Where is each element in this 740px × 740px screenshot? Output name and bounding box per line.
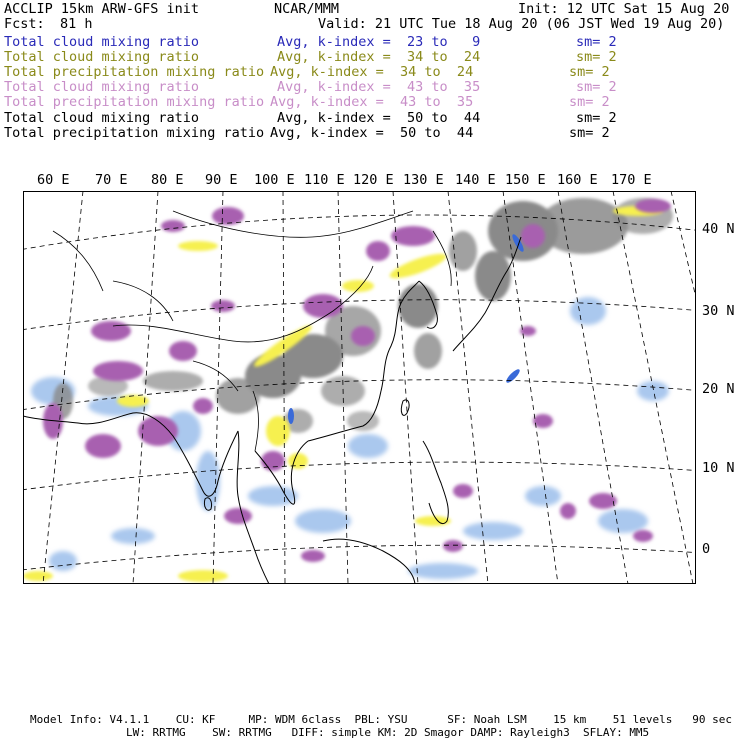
lat-label: 10 N <box>702 460 735 476</box>
map-panel <box>23 191 696 584</box>
lat-label: 30 N <box>702 303 735 319</box>
lon-label: 150 E <box>505 172 546 188</box>
fcst-label: Fcst: <box>4 16 45 32</box>
legend-stat: Avg, k-index = 50 to 44 <box>270 125 474 141</box>
legend-sm: sm= 2 <box>569 125 610 141</box>
lon-label: 130 E <box>403 172 444 188</box>
legend-field: Total precipitation mixing ratio <box>4 64 265 80</box>
lon-label: 160 E <box>557 172 598 188</box>
lat-label: 40 N <box>702 221 735 237</box>
legend-sm: sm= 2 <box>569 94 610 110</box>
model-info-line2: LW: RRTMG SW: RRTMG DIFF: simple KM: 2D Smagor DAMP: Rayleigh3 SFLAY: MM5 <box>126 726 650 739</box>
lon-label: 110 E <box>304 172 345 188</box>
legend-stat: Avg, k-index = 50 to 44 <box>277 110 481 126</box>
valid-time: Valid: 21 UTC Tue 18 Aug 20 (06 JST Wed 19 Aug 20) <box>318 16 725 32</box>
lon-label: 170 E <box>611 172 652 188</box>
legend-field: Total cloud mixing ratio <box>4 49 200 65</box>
legend-field: Total cloud mixing ratio <box>4 34 200 50</box>
lon-label: 100 E <box>254 172 295 188</box>
lon-label: 70 E <box>95 172 128 188</box>
plot-title: ACCLIP 15km ARW-GFS init <box>4 1 200 17</box>
legend-sm: sm= 2 <box>569 64 610 80</box>
legend-sm: sm= 2 <box>576 79 617 95</box>
lon-label: 140 E <box>455 172 496 188</box>
legend-stat: Avg, k-index = 23 to 9 <box>277 34 481 50</box>
lon-label: 60 E <box>37 172 70 188</box>
center-label: NCAR/MMM <box>274 1 340 17</box>
legend-field: Total cloud mixing ratio <box>4 110 200 126</box>
legend-field: Total precipitation mixing ratio <box>4 125 265 141</box>
legend-sm: sm= 2 <box>576 34 617 50</box>
lon-label: 120 E <box>353 172 394 188</box>
lon-label: 80 E <box>151 172 184 188</box>
legend-stat: Avg, k-index = 43 to 35 <box>277 79 481 95</box>
lat-label: 0 <box>702 541 711 557</box>
lon-label: 90 E <box>205 172 238 188</box>
legend-sm: sm= 2 <box>576 110 617 126</box>
fcst-value: 81 h <box>60 16 93 32</box>
legend-stat: Avg, k-index = 34 to 24 <box>270 64 474 80</box>
legend-field: Total precipitation mixing ratio <box>4 94 265 110</box>
model-info-line1: Model Info: V4.1.1 CU: KF MP: WDM 6class PBL: YSU SF: Noah LSM 15 km 51 levels 90 sec <box>30 713 732 726</box>
legend-stat: Avg, k-index = 34 to 24 <box>277 49 481 65</box>
legend-stat: Avg, k-index = 43 to 35 <box>270 94 474 110</box>
init-time: Init: 12 UTC Sat 15 Aug 20 <box>518 1 730 17</box>
legend-field: Total cloud mixing ratio <box>4 79 200 95</box>
legend-sm: sm= 2 <box>576 49 617 65</box>
lat-label: 20 N <box>702 381 735 397</box>
